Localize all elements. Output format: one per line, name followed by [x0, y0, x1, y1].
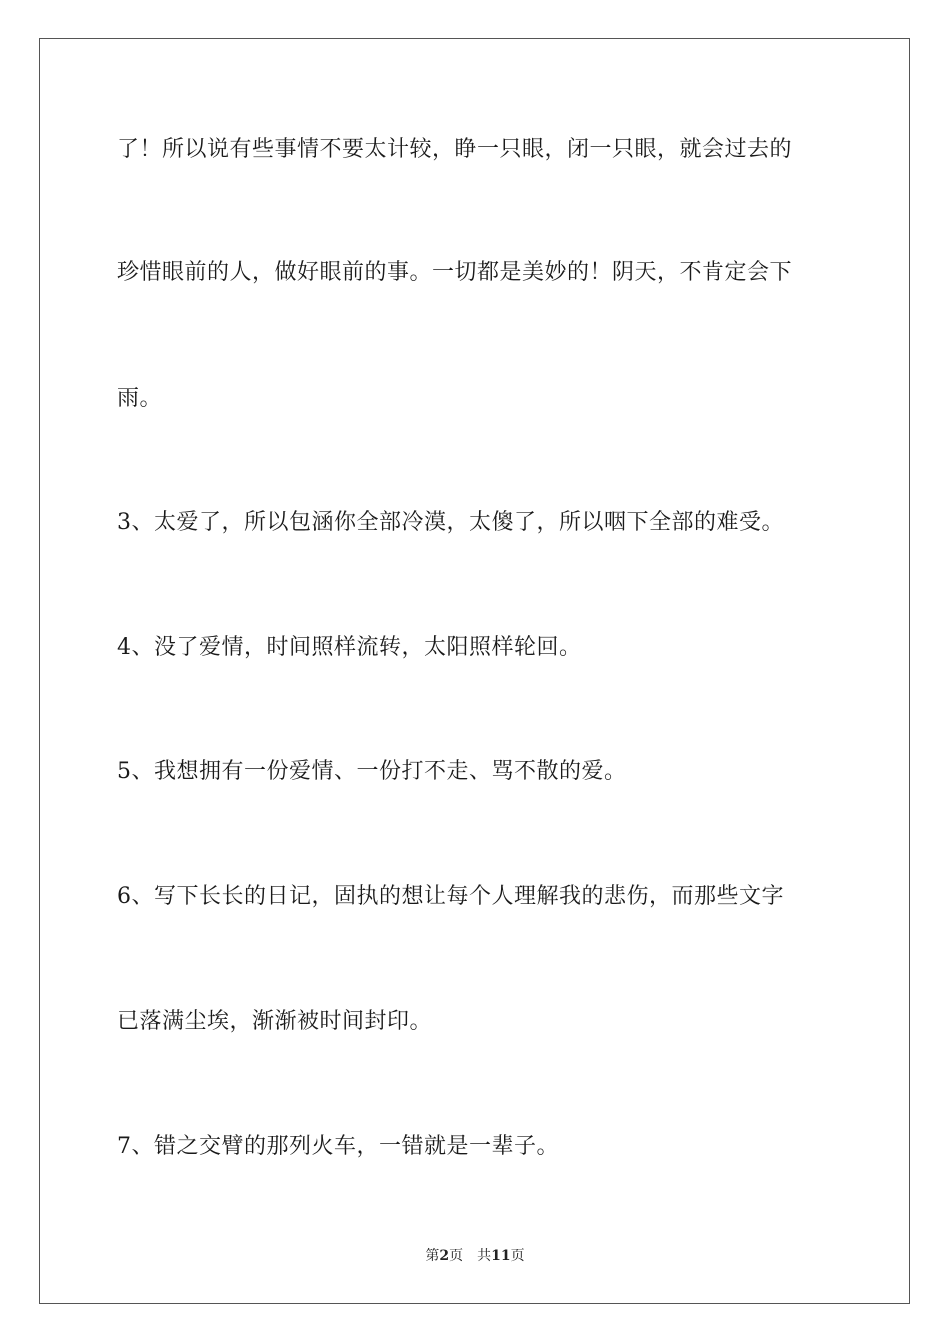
text-line: 已落满尘埃，渐渐被时间封印。 — [117, 1009, 433, 1034]
text-line: 4、没了爱情，时间照样流转，太阳照样轮回。 — [117, 635, 582, 660]
page-number: 2 — [439, 1248, 450, 1264]
total-prefix: 共 — [477, 1248, 492, 1264]
text-line: 5、我想拥有一份爱情、一份打不走、骂不散的爱。 — [117, 759, 627, 784]
text-line: 珍惜眼前的人，做好眼前的事。一切都是美妙的！阴天，不肯定会下 — [117, 260, 793, 285]
text-line: 3、太爱了，所以包涵你全部冷漠，太傻了，所以咽下全部的难受。 — [117, 510, 784, 535]
page-border — [39, 38, 910, 1304]
text-line: 雨。 — [117, 386, 163, 411]
text-line: 7、错之交臂的那列火车，一错就是一辈子。 — [117, 1134, 559, 1159]
page-suffix: 页 — [449, 1248, 464, 1264]
total-pages: 11 — [491, 1248, 511, 1264]
page-footer — [0, 1246, 950, 1266]
text-line: 了！所以说有些事情不要太计较，睁一只眼，闭一只眼，就会过去的 — [117, 137, 793, 162]
total-suffix: 页 — [510, 1248, 525, 1264]
text-line: 6、写下长长的日记，固执的想让每个人理解我的悲伤，而那些文字 — [117, 884, 784, 909]
page-prefix: 第 — [425, 1248, 440, 1264]
